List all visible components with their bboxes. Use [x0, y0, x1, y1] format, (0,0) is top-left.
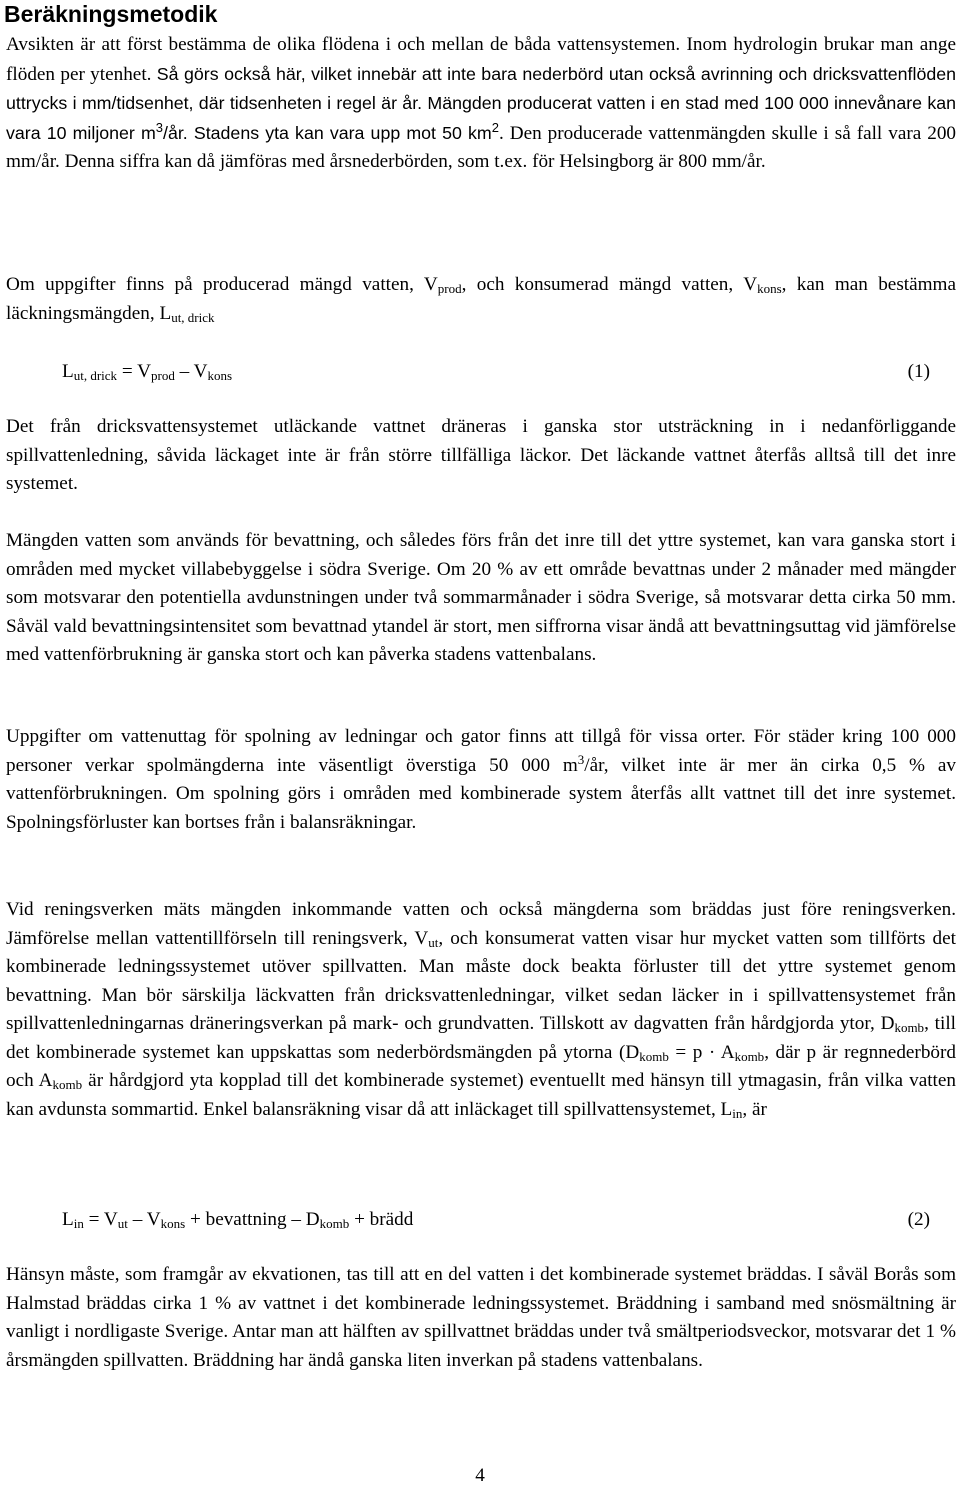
equation-2-number: (2): [907, 1209, 930, 1230]
paragraph-intro: [6, 31, 956, 177]
intro-text-3: . Den producerade vattenmängden skulle i så fall vara 200 mm/år. Denna siffra kan då jämföras med årsnederbörden, som t.ex. för Helsingborg är 800 mm/år.: [6, 122, 957, 172]
equation-2-expression: $L_{in} = V_{ut} - V_{kons}$ + bevattning – $D_{komb}$ + brädd: [62, 1209, 414, 1231]
section-heading: Beräkningsmetodik: [4, 1, 218, 27]
equation-1-expression: $L_{ut, drick} = V_{prod} - V_{kons}$: [62, 361, 233, 383]
equation-1-number: (1): [907, 361, 930, 382]
paragraph-leakage: Om uppgifter finns på producerad mängd vatten, $V_{prod}$, och konsumerad mängd vatten, $V_{kons}$, kan man bestämma läckningsmängden, $L_{ut, drick}$: [6, 274, 957, 325]
paragraph-overflow: Hänsyn måste, som framgår av ekvationen, tas till att en del vatten i det kombinerade systemet bräddas. I såväl Borås som Halmstad bräddas cirka 1 % av vattnet i det kombinerade ledningssystemet. Bräddning i samband med snösmältning är vanligt i nordligaste Sverige. Antar man att hälften av spillvattnet bräddas under två smältperiodsveckor, motsvarar det 1 % årsmängden spillvatten. Bräddning har ändå ganska liten inverkan på stadens vattenbalans.: [6, 1264, 956, 1371]
intro-text-2: Så görs också här, vilket innebär att inte bara nederbörd utan också avrinning och dricksvattenflöden uttrycks i mm/tidsenhet, där tidsenheten i regel är år. Mängden producerat vatten i en stad med 100 000 innevånare kan vara 10 miljoner $m^3/år$. Stadens yta kan vara upp mot 50 $km^2$: [6, 63, 957, 143]
paragraph-irrigation: Mängden vatten som används för bevattning, och således förs från det inre till det yttre systemet, kan vara ganska stort i områden med mycket villabebyggelse i södra Sverige. Om 20 % av ett område bevattnas under 2 månader med mängder som motsvarar den potentiella avdunstningen under två sommarmånader i södra Sverige, så motsvarar detta cirka 50 mm. Såväl vald bevattningsintensitet som bevattnad ytandel är stort, men siffrorna visar ändå att bevattningsuttag vid jämförelse med vattenförbrukning är ganska stort och kan påverka stadens vattenbalans.: [6, 530, 956, 665]
intro-text-1: Avsikten är att först bestämma de olika flödena i och mellan de båda vattensystemen. Inom hydrologin brukar man ange flöden per ytenhet.: [6, 34, 956, 85]
paragraph-treatment-plants: Vid reningsverken mäts mängden inkommande vatten och också mängderna som bräddas just före reningsverken. Jämförelse mellan vattentillförseln till reningsverk, $V_{ut}$, och konsumerat vatten visar hur mycket vatten som tillförts det kombinerade ledningssystemet utöver spillvatten. Man måste dock beakta förluster till det yttre systemet genom bevattning. Man bör särskilja läckvatten från dricksvattenledningar, vilket sedan läcker in i spillvattensystemet från spillvattenledningarnas dräneringsverkan på mark- och grundvatten. Tillskott av dagvatten från hårdgjorda ytor, $D_{komb}$, till det kombinerade systemet kan uppskattas som nederbördsmängden på ytorna ($D_{komb} = p \cdot A_{komb}$, där p är regnnederbörd och $A_{komb}$ är hårdgjord yta kopplad till det kombinerade systemet) eventuellt med hänsyn till ytmagasin, från vilka vatten kan avdunsta sommartid. Enkel balansräkning visar då att inläckaget till spillvattensystemet, $L_{in}$, är: [6, 899, 956, 1121]
paragraph-flushing: Uppgifter om vattenuttag för spolning av ledningar och gator finns att tillgå för vissa orter. För städer kring 100 000 personer verkar spolmängderna inte väsentligt överstiga 50 000 $m^3/år$, vilket inte är mer än cirka 0,5 % av vattenförbrukningen. Om spolning görs i områden med kombinerade system återfås allt vattnet till det inre systemet. Spolningsförluster kan bortses från i balansräkningar.: [6, 726, 956, 833]
equation-1: [62, 357, 930, 387]
equation-2: [62, 1205, 930, 1235]
paragraph-drainage: Det från dricksvattensystemet utläckande vattnet dräneras i ganska stor utsträckning in i nedanförliggande spillvattenledning, såvida läckaget inte är från större tillfälliga läckor. Det läckande vattnet återfås alltså till det inre systemet.: [6, 416, 956, 494]
page-number: 4: [475, 1465, 485, 1486]
